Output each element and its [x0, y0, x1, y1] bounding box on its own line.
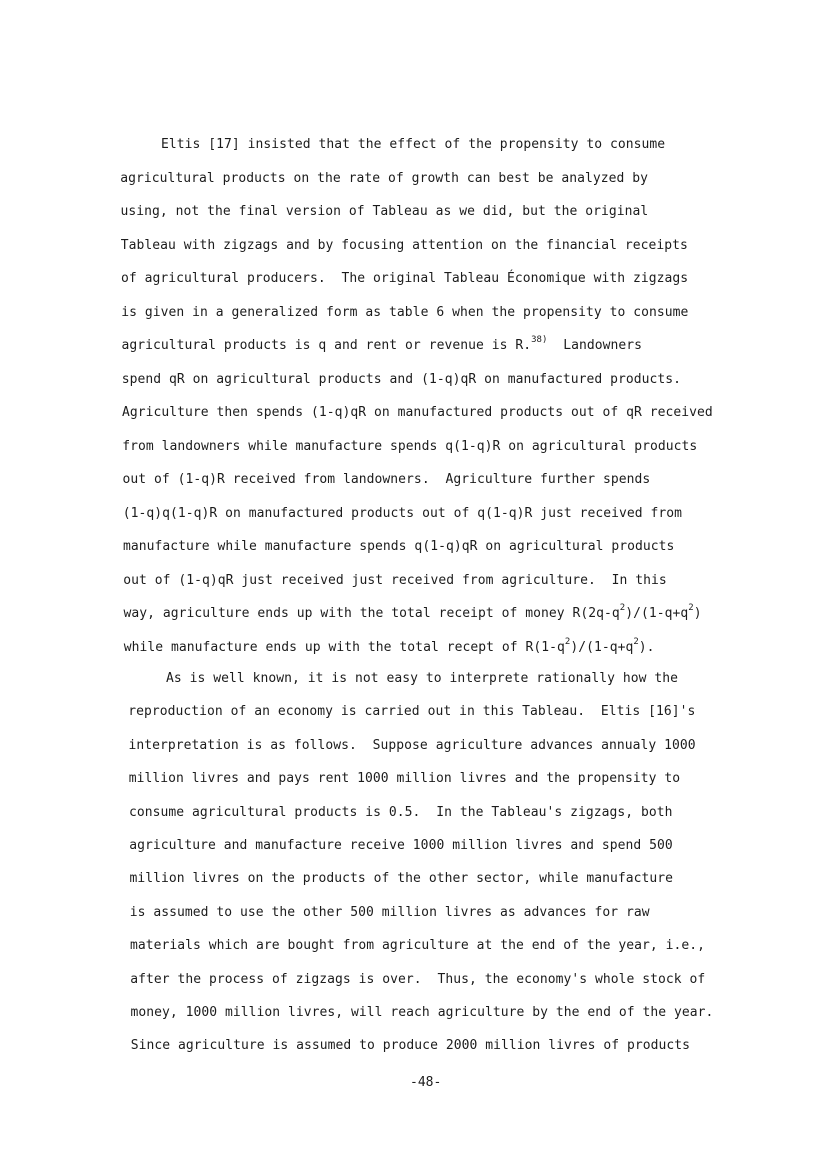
- text-run: consume agricultural products is 0.5. In the Tableau's zigzags, both: [129, 804, 673, 820]
- text-run: money, 1000 million livres, will reach agriculture by the end of the year.: [130, 1005, 714, 1020]
- text-line: [123, 472, 651, 488]
- text-line: [129, 738, 696, 754]
- text-run: manufacture while manufacture spends q(1-q)qR on agricultural products: [123, 539, 675, 554]
- text-run: reproduction of an economy is carried out in this Tableau. Eltis [16]'s: [128, 704, 696, 720]
- text-run: ).: [638, 639, 655, 655]
- text-run: Tableau with zigzags and by focusing attention on the financial receipts: [120, 237, 688, 253]
- text-line: [129, 805, 673, 821]
- superscript: 2: [564, 636, 571, 647]
- superscript: 2: [688, 603, 694, 613]
- text-line: [123, 636, 655, 656]
- text-line: [130, 972, 705, 988]
- text-run: Since agriculture is assumed to produce 2000 million livres of products: [130, 1038, 690, 1054]
- text-line: [128, 704, 695, 720]
- text-line: [123, 573, 667, 589]
- text-line: [130, 905, 650, 921]
- text-run: of agricultural producers. The original Tableau Économique with zigzags: [121, 271, 689, 286]
- text-line: [123, 603, 702, 622]
- text-line: [130, 938, 705, 954]
- text-run: ): [693, 606, 702, 621]
- text-run: Eltis [17] insisted that the effect of the propensity to consume: [161, 137, 666, 152]
- text-run: out of (1-q)R received from landowners. Agriculture further spends: [122, 472, 651, 487]
- superscript: 2: [619, 603, 626, 613]
- text-line: [122, 405, 713, 421]
- text-run: Landowners: [547, 338, 643, 353]
- text-line: [161, 137, 665, 153]
- text-line: [129, 771, 680, 787]
- text-run: materials which are bought from agriculture at the end of the year, i.e.,: [130, 938, 705, 954]
- text-run: after the process of zigzags is over. Thus, the economy's whole stock of: [130, 971, 706, 987]
- text-line: [122, 372, 681, 388]
- text-line: [131, 1005, 714, 1021]
- text-run: is assumed to use the other 500 million livres as advances for raw: [129, 904, 650, 920]
- text-run: (1-q)q(1-q)R on manufactured products out of q(1-q)R just received from: [122, 505, 682, 521]
- text-line: [122, 439, 697, 455]
- text-line: [121, 271, 688, 287]
- text-run: million livres on the products of the other sector, while manufacture: [129, 871, 673, 887]
- text-run: agricultural products is q and rent or revenue is R.: [121, 338, 532, 353]
- text-line: [129, 838, 673, 854]
- text-run: Agriculture then spends (1-q)qR on manufactured products out of qR received: [122, 405, 713, 420]
- text-line: [130, 871, 674, 887]
- text-run: is given in a generalized form as table 6 when the propensity to consume: [121, 304, 689, 320]
- text-line: [131, 1038, 690, 1054]
- text-line: [123, 506, 682, 522]
- text-run: while manufacture ends up with the total recept of R(1-q: [123, 639, 565, 655]
- text-run: from landowners while manufacture spends q(1-q)R on agricultural products: [122, 438, 698, 454]
- text-line: [121, 335, 643, 354]
- text-run: As is well known, it is not easy to interprete rationally how the: [166, 671, 678, 686]
- text-run: agricultural products on the rate of growth can best be analyzed by: [120, 170, 648, 186]
- page-number: -48-: [410, 1075, 442, 1090]
- superscript: 2: [633, 636, 639, 647]
- text-run: million livres and pays rent 1000 million livres and the propensity to: [128, 771, 681, 787]
- text-line: [166, 671, 678, 687]
- text-line: [121, 238, 688, 254]
- text-line: [121, 204, 649, 220]
- superscript: 38): [531, 335, 548, 345]
- text-line: [123, 539, 674, 555]
- text-run: using, not the final version of Tableau as we did, but the original: [120, 204, 649, 219]
- text-run: )/(1-q+q: [570, 639, 634, 655]
- text-run: interpretation is as follows. Suppose agriculture advances annualy 1000: [128, 737, 696, 753]
- text-run: agriculture and manufacture receive 1000 million livres and spend 500: [129, 838, 673, 853]
- text-run: out of (1-q)qR just received just received from agriculture. In this: [123, 572, 667, 588]
- text-run: )/(1-q+q: [625, 606, 689, 621]
- text-line: [121, 305, 688, 321]
- text-line: [120, 171, 648, 187]
- text-run: spend qR on agricultural products and (1-q)qR on manufactured products.: [121, 371, 681, 387]
- text-run: way, agriculture ends up with the total receipt of money R(2q-q: [123, 606, 620, 621]
